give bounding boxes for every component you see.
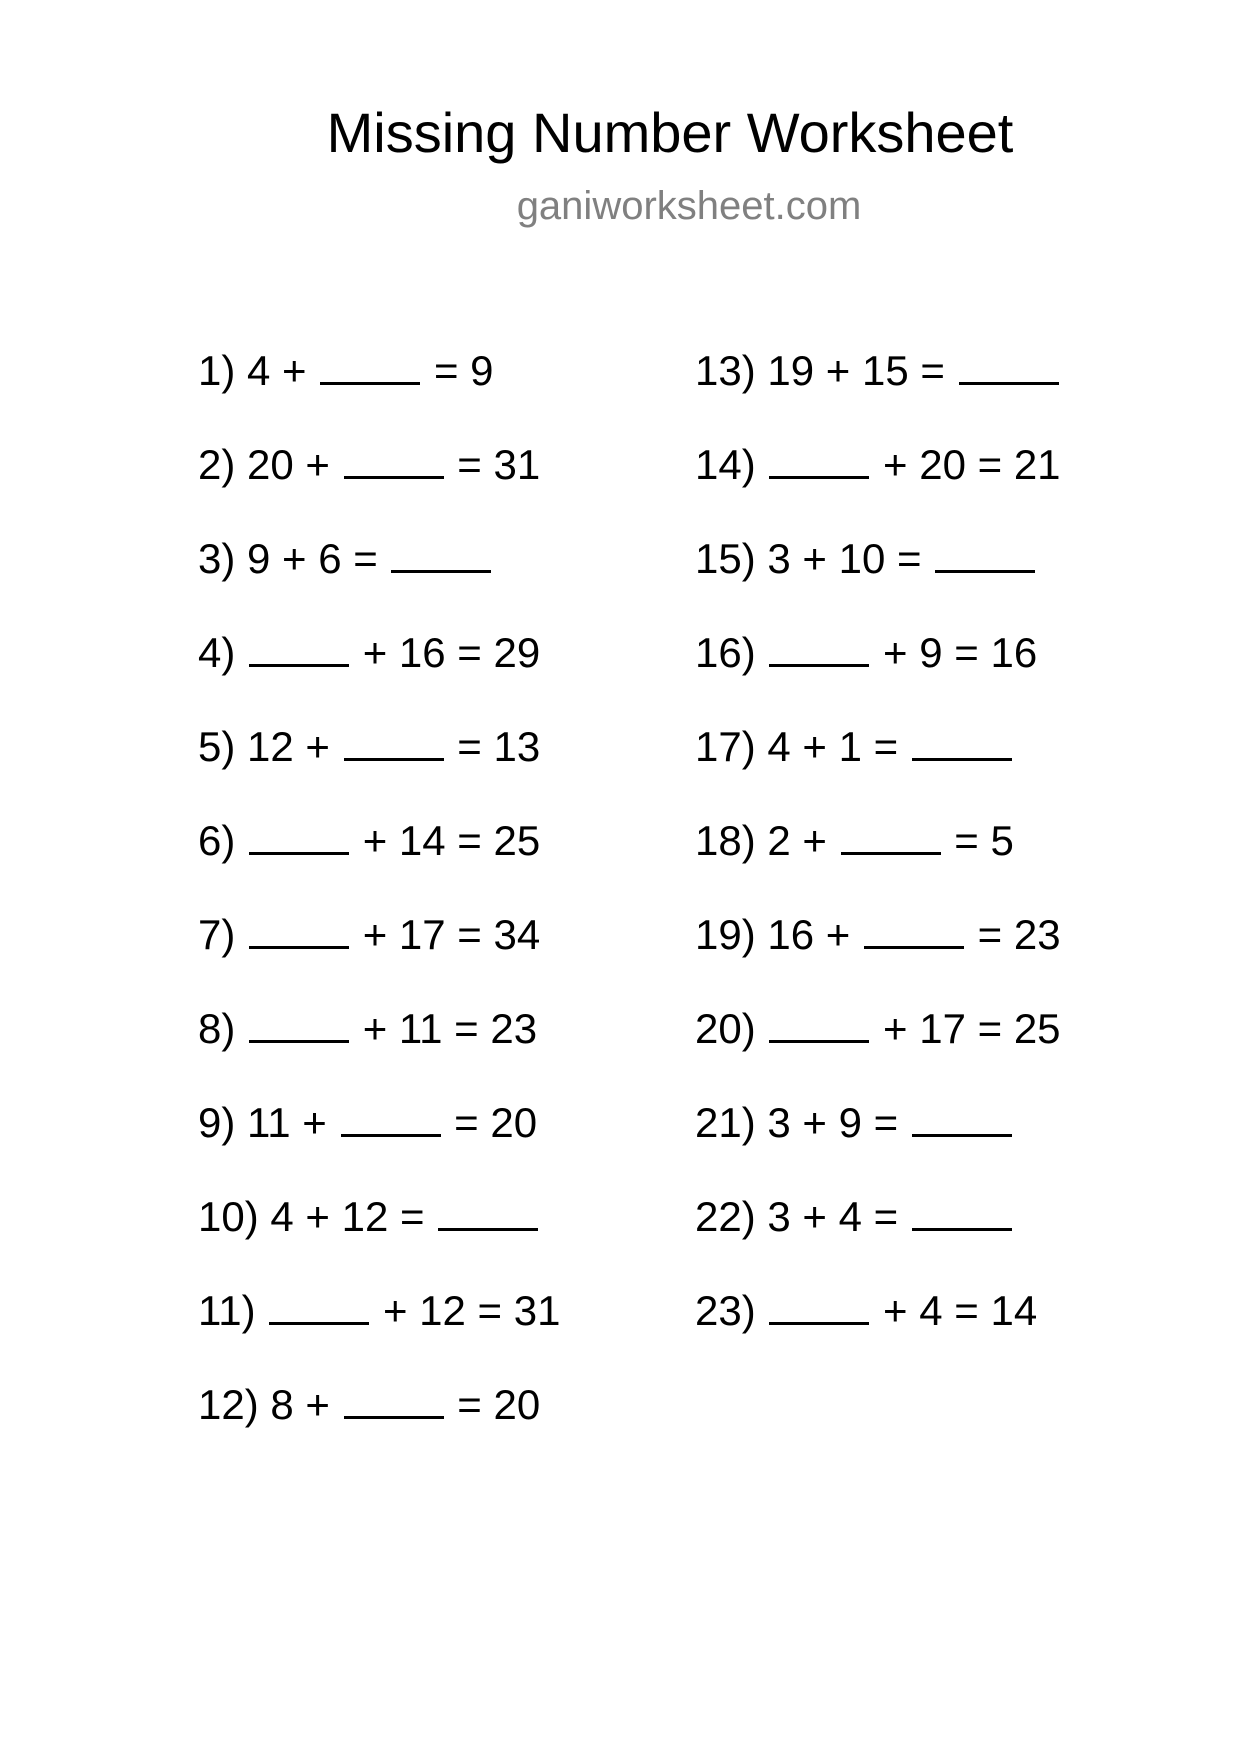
answer-blank[interactable]: [864, 908, 964, 949]
problem-number: 9): [198, 1099, 236, 1146]
equation-text: 20 +: [247, 441, 330, 488]
problem-item: [198, 720, 572, 814]
problem-item: [695, 1190, 1072, 1284]
equation-text: = 13: [457, 723, 541, 770]
answer-blank[interactable]: [769, 626, 869, 667]
answer-blank[interactable]: [935, 532, 1035, 573]
equation-text: 4 +: [247, 347, 307, 394]
problem-number: 6): [198, 817, 236, 864]
problem-number: 4): [198, 629, 236, 676]
answer-blank[interactable]: [912, 1190, 1012, 1231]
problem-number: 19): [695, 911, 756, 958]
equation-text: = 23: [977, 911, 1061, 958]
equation-text: 3 + 9 =: [767, 1099, 899, 1146]
answer-blank[interactable]: [912, 1096, 1012, 1137]
problem-item: [695, 344, 1072, 438]
equation-text: 2 +: [767, 817, 827, 864]
equation-text: 19 + 15 =: [767, 347, 945, 394]
problem-item: [695, 438, 1072, 532]
problem-item: [198, 1378, 572, 1472]
answer-blank[interactable]: [769, 1284, 869, 1325]
problem-number: 7): [198, 911, 236, 958]
worksheet-source: ganiworksheet.com: [516, 184, 862, 228]
problem-item: [695, 1096, 1072, 1190]
equation-text: = 20: [457, 1381, 541, 1428]
answer-blank[interactable]: [341, 1096, 441, 1137]
equation-text: 8 +: [270, 1381, 330, 1428]
answer-blank[interactable]: [841, 814, 941, 855]
problem-number: 1): [198, 347, 236, 394]
problem-item: [198, 344, 572, 438]
equation-text: + 9 = 16: [883, 629, 1038, 676]
problem-number: 20): [695, 1005, 756, 1052]
equation-text: 9 + 6 =: [247, 535, 378, 582]
problem-item: [695, 814, 1072, 908]
equation-text: = 9: [433, 347, 494, 394]
problem-item: [695, 1002, 1072, 1096]
problems-column-right: [695, 344, 1072, 1378]
problem-item: [198, 438, 572, 532]
answer-blank[interactable]: [269, 1284, 369, 1325]
problem-number: 3): [198, 535, 236, 582]
problems-column-left: [198, 344, 572, 1472]
equation-text: 16 +: [767, 911, 851, 958]
problem-item: [695, 1284, 1072, 1378]
equation-text: 4 + 12 =: [270, 1193, 425, 1240]
answer-blank[interactable]: [249, 908, 349, 949]
answer-blank[interactable]: [344, 438, 444, 479]
equation-text: 11 +: [247, 1099, 327, 1146]
answer-blank[interactable]: [769, 438, 869, 479]
equation-text: = 31: [457, 441, 541, 488]
problem-item: [198, 532, 572, 626]
equation-text: + 11 = 23: [362, 1005, 538, 1052]
problem-item: [198, 1096, 572, 1190]
problem-number: 5): [198, 723, 236, 770]
answer-blank[interactable]: [912, 720, 1012, 761]
problem-number: 22): [695, 1193, 756, 1240]
problem-number: 12): [198, 1381, 259, 1428]
equation-text: 4 + 1 =: [767, 723, 899, 770]
equation-text: + 14 = 25: [362, 817, 541, 864]
problem-number: 2): [198, 441, 236, 488]
worksheet-title: Missing Number Worksheet: [326, 101, 1014, 164]
equation-text: + 12 = 31: [382, 1287, 561, 1334]
problem-number: 23): [695, 1287, 756, 1334]
problem-number: 21): [695, 1099, 756, 1146]
answer-blank[interactable]: [249, 814, 349, 855]
equation-text: 3 + 10 =: [767, 535, 922, 582]
answer-blank[interactable]: [344, 720, 444, 761]
answer-blank[interactable]: [438, 1190, 538, 1231]
problem-item: [198, 1002, 572, 1096]
problem-item: [198, 1284, 572, 1378]
problem-number: 17): [695, 723, 756, 770]
answer-blank[interactable]: [249, 626, 349, 667]
equation-text: = 20: [454, 1099, 538, 1146]
answer-blank[interactable]: [959, 344, 1059, 385]
problem-item: [695, 720, 1072, 814]
problem-number: 8): [198, 1005, 236, 1052]
equation-text: 12 +: [247, 723, 330, 770]
answer-blank[interactable]: [249, 1002, 349, 1043]
answer-blank[interactable]: [391, 532, 491, 573]
equation-text: + 17 = 34: [362, 911, 541, 958]
problem-item: [198, 1190, 572, 1284]
equation-text: + 4 = 14: [883, 1287, 1038, 1334]
equation-text: + 17 = 25: [883, 1005, 1061, 1052]
problem-number: 16): [695, 629, 756, 676]
problem-number: 11): [198, 1287, 256, 1334]
answer-blank[interactable]: [769, 1002, 869, 1043]
problem-item: [695, 626, 1072, 720]
problem-number: 14): [695, 441, 756, 488]
problem-item: [198, 626, 572, 720]
problem-number: 18): [695, 817, 756, 864]
problem-item: [695, 908, 1072, 1002]
equation-text: = 5: [954, 817, 1014, 864]
equation-text: + 20 = 21: [883, 441, 1061, 488]
answer-blank[interactable]: [344, 1378, 444, 1419]
problem-number: 10): [198, 1193, 259, 1240]
problem-item: [695, 532, 1072, 626]
problem-item: [198, 908, 572, 1002]
equation-text: + 16 = 29: [362, 629, 541, 676]
equation-text: 3 + 4 =: [767, 1193, 899, 1240]
problem-number: 13): [695, 347, 756, 394]
problem-number: 15): [695, 535, 756, 582]
answer-blank[interactable]: [320, 344, 420, 385]
problem-item: [198, 814, 572, 908]
